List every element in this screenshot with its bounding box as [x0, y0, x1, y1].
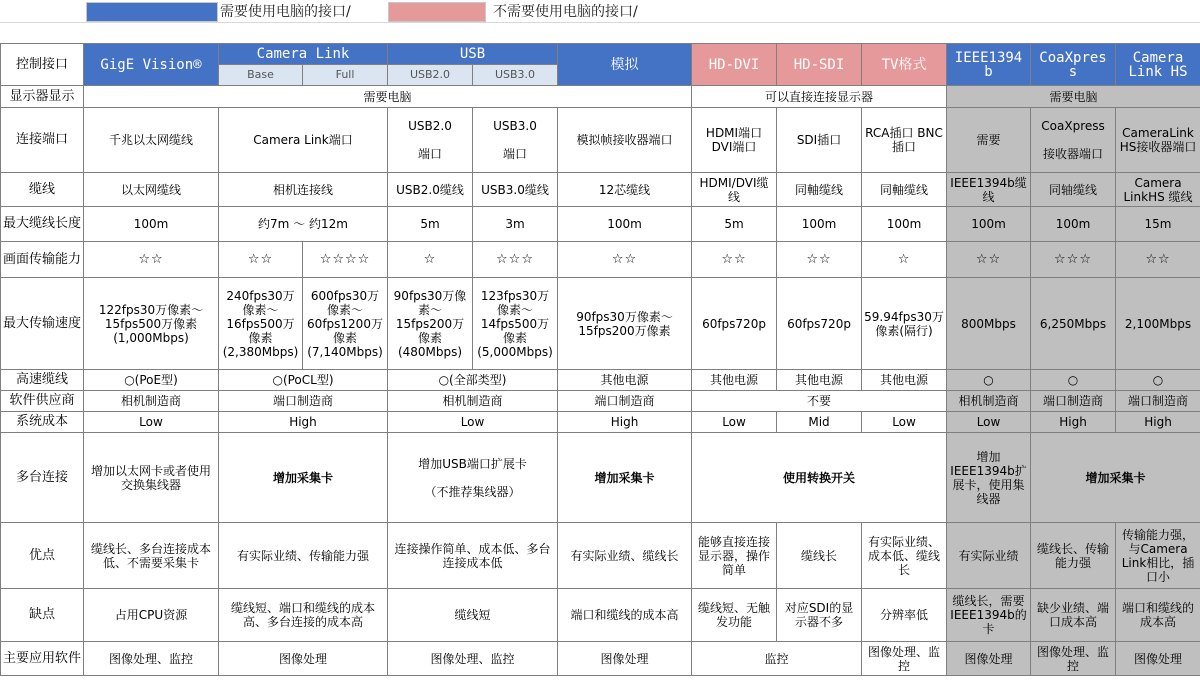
cell-pros-usb: 连接操作简单、成本低、多台连接成本低: [388, 523, 558, 589]
col-header-tv: TV格式: [862, 44, 947, 86]
cell-power-ieee: ○: [947, 370, 1031, 391]
cell-cost-clhs: High: [1116, 412, 1200, 433]
cell-port-clhs: CameraLink HS接收器端口: [1116, 108, 1200, 173]
row-label-cost: 系统成本: [1, 412, 84, 433]
cell-length-cl: 约7m ～ 约12m: [219, 207, 388, 242]
cell-cable-usb3: USB3.0缆线: [473, 173, 558, 207]
row-length: [1, 207, 1200, 242]
cell-cable-hddvi: HDMI/DVI缆线: [692, 173, 777, 207]
cell-ability-cl-base: ☆☆: [219, 242, 303, 278]
cell-length-coax: 100m: [1031, 207, 1116, 242]
row-label-apps: 主要应用软件: [1, 642, 84, 676]
cell-port-cl: Camera Link端口: [219, 108, 388, 173]
cell-power-usb: ○(全部类型): [388, 370, 558, 391]
row-power: [1, 370, 1200, 391]
cell-cons-gige: 占用CPU资源: [84, 589, 219, 642]
cell-pros-analog: 有实际业绩、缆线长: [558, 523, 692, 589]
cell-apps-cl: 图像处理: [219, 642, 388, 676]
cell-length-usb3: 3m: [473, 207, 558, 242]
cell-length-ieee: 100m: [947, 207, 1031, 242]
cell-cons-hdsdi: 对应SDI的显示器不多: [777, 589, 862, 642]
cell-cost-hddvi: Low: [692, 412, 777, 433]
cell-multi-cl: 增加采集卡: [219, 433, 388, 523]
cell-multi-usb: 增加USB端口扩展卡 （不推荐集线器）: [388, 433, 558, 523]
cell-display-right: 需要电脑: [947, 86, 1200, 108]
cell-power-hddvi: 其他电源: [692, 370, 777, 391]
cell-cost-cl: High: [219, 412, 388, 433]
cell-cons-ieee: 缆线长，需要IEEE1394b的卡: [947, 589, 1031, 642]
cell-software-ieee: 相机制造商: [947, 391, 1031, 412]
cell-pros-hddvi: 能够直接连接显示器，操作简单: [692, 523, 777, 589]
cell-multi-right: 增加采集卡: [1031, 433, 1200, 523]
cell-apps-clhs: 图像处理: [1116, 642, 1200, 676]
cell-apps-tv: 图像处理、监控: [862, 642, 947, 676]
col-header-cameralink-hs: Camera Link HS: [1116, 44, 1200, 86]
cell-software-analog: 端口制造商: [558, 391, 692, 412]
row-label-cable: 缆线: [1, 173, 84, 207]
cell-port-hdsdi: SDI插口: [777, 108, 862, 173]
cell-display-left: 需要电脑: [84, 86, 692, 108]
row-speed: [1, 278, 1200, 370]
cell-power-clhs: ○: [1116, 370, 1200, 391]
cell-speed-usb3: 123fps30万像素～14fps500万像素(5,000Mbps): [473, 278, 558, 370]
legend-label-no-pc: 不需要使用电脑的接口/: [493, 4, 638, 20]
cell-power-coax: ○: [1031, 370, 1116, 391]
cell-cable-coax: 同轴缆线: [1031, 173, 1116, 207]
interface-comparison-table: [0, 43, 1200, 676]
cell-cons-cl: 缆线短、端口和缆线的成本高、多台连接的成本高: [219, 589, 388, 642]
cell-speed-tv: 59.94fps30万像素(隔行): [862, 278, 947, 370]
cell-pros-ieee: 有实际业绩: [947, 523, 1031, 589]
cell-software-clhs: 端口制造商: [1116, 391, 1200, 412]
row-software: [1, 391, 1200, 412]
cell-pros-coax: 缆线长、传输能力强: [1031, 523, 1116, 589]
row-apps: [1, 642, 1200, 676]
row-cost: [1, 412, 1200, 433]
cell-cons-hddvi: 缆线短、无触发功能: [692, 589, 777, 642]
cell-speed-analog: 90fps30万像素～15fps200万像素: [558, 278, 692, 370]
cell-speed-hdsdi: 60fps720p: [777, 278, 862, 370]
row-label-speed: 最大传输速度: [1, 278, 84, 370]
cell-length-hddvi: 5m: [692, 207, 777, 242]
row-label-cons: 缺点: [1, 589, 84, 642]
cell-length-analog: 100m: [558, 207, 692, 242]
cell-cost-usb: Low: [388, 412, 558, 433]
cell-multi-mid: 使用转换开关: [692, 433, 947, 523]
cell-software-usb: 相机制造商: [388, 391, 558, 412]
row-cable: [1, 173, 1200, 207]
cell-ability-analog: ☆☆: [558, 242, 692, 278]
row-port: [1, 108, 1200, 173]
cell-power-cl: ○(PoCL型): [219, 370, 388, 391]
cell-multi-analog: 增加采集卡: [558, 433, 692, 523]
cell-ability-tv: ☆: [862, 242, 947, 278]
row-multi: [1, 433, 1200, 523]
col-header-hdsdi: HD-SDI: [777, 44, 862, 86]
cell-port-usb2: USB2.0 端口: [388, 108, 473, 173]
cell-port-coax: CoaXpress 接收器端口: [1031, 108, 1116, 173]
cell-speed-hddvi: 60fps720p: [692, 278, 777, 370]
row-label-length: 最大缆线长度: [1, 207, 84, 242]
cell-ability-usb2: ☆: [388, 242, 473, 278]
cell-pros-clhs: 传输能力强，与Camera Link相比，插口小: [1116, 523, 1200, 589]
cell-software-mid: 不要: [692, 391, 947, 412]
cell-display-mid: 可以直接连接显示器: [692, 86, 947, 108]
cell-power-tv: 其他电源: [862, 370, 947, 391]
cell-cost-tv: Low: [862, 412, 947, 433]
row-label-control-interface: 控制接口: [1, 44, 84, 86]
cell-length-tv: 100m: [862, 207, 947, 242]
cell-speed-clhs: 2,100Mbps: [1116, 278, 1200, 370]
col-subheader-cl-base: Base: [219, 65, 303, 86]
row-label-port: 连接端口: [1, 108, 84, 173]
cell-power-analog: 其他电源: [558, 370, 692, 391]
row-display: [1, 86, 1200, 108]
col-header-gige: GigE Vision®: [84, 44, 219, 86]
col-subheader-usb3: USB3.0: [473, 65, 558, 86]
cell-speed-coax: 6,250Mbps: [1031, 278, 1116, 370]
col-header-ieee1394b: IEEE1394 b: [947, 44, 1031, 86]
cell-multi-ieee: 增加IEEE1394b扩展卡，使用集线器: [947, 433, 1031, 523]
row-label-display: 显示器显示: [1, 86, 84, 108]
row-pros: [1, 523, 1200, 589]
cell-cable-analog: 12芯缆线: [558, 173, 692, 207]
grid-divider: [0, 22, 1200, 23]
row-label-power: 高速缆线: [1, 370, 84, 391]
cell-multi-gige: 增加以太网卡或者使用交换集线器: [84, 433, 219, 523]
cell-cable-gige: 以太网缆线: [84, 173, 219, 207]
row-ability: [1, 242, 1200, 278]
legend-swatch-no-pc: [388, 2, 486, 22]
cell-pros-gige: 缆线长、多台连接成本低、不需要采集卡: [84, 523, 219, 589]
cell-length-clhs: 15m: [1116, 207, 1200, 242]
cell-port-analog: 模拟帧接收器端口: [558, 108, 692, 173]
cell-ability-ieee: ☆☆: [947, 242, 1031, 278]
cell-pros-hdsdi: 缆线长: [777, 523, 862, 589]
cell-cable-cl: 相机连接线: [219, 173, 388, 207]
cell-cons-tv: 分辨率低: [862, 589, 947, 642]
col-subheader-cl-full: Full: [303, 65, 388, 86]
col-header-hddvi: HD-DVI: [692, 44, 777, 86]
row-label-software: 软件供应商: [1, 391, 84, 412]
cell-cons-clhs: 端口和缆线的成本高: [1116, 589, 1200, 642]
cell-port-ieee: 需要: [947, 108, 1031, 173]
cell-speed-cl-base: 240fps30万像素～16fps500万像素(2,380Mbps): [219, 278, 303, 370]
legend-label-need-pc: 需要使用电脑的接口/: [220, 4, 351, 20]
cell-apps-gige: 图像处理、监控: [84, 642, 219, 676]
cell-cost-gige: Low: [84, 412, 219, 433]
cell-ability-hddvi: ☆☆: [692, 242, 777, 278]
legend-swatch-need-pc: [86, 2, 218, 22]
cell-speed-ieee: 800Mbps: [947, 278, 1031, 370]
cell-cable-hdsdi: 同軸缆线: [777, 173, 862, 207]
cell-speed-usb2: 90fps30万像素～15fps200万像素(480Mbps): [388, 278, 473, 370]
cell-cost-hdsdi: Mid: [777, 412, 862, 433]
cell-port-usb3: USB3.0 端口: [473, 108, 558, 173]
cell-cable-ieee: IEEE1394b缆线: [947, 173, 1031, 207]
header-row-top: [1, 44, 1200, 65]
cell-pros-cl: 有实际业绩、传输能力强: [219, 523, 388, 589]
cell-cons-analog: 端口和缆线的成本高: [558, 589, 692, 642]
cell-port-gige: 千兆以太网缆线: [84, 108, 219, 173]
cell-port-hddvi: HDMI端口 DVI端口: [692, 108, 777, 173]
cell-length-gige: 100m: [84, 207, 219, 242]
cell-speed-cl-full: 600fps30万像素～60fps1200万像素(7,140Mbps): [303, 278, 388, 370]
cell-apps-coax: 图像处理、监控: [1031, 642, 1116, 676]
cell-ability-gige: ☆☆: [84, 242, 219, 278]
cell-cable-clhs: Camera LinkHS 缆线: [1116, 173, 1200, 207]
row-cons: [1, 589, 1200, 642]
col-header-analog: 模拟: [558, 44, 692, 86]
cell-cost-coax: High: [1031, 412, 1116, 433]
col-subheader-usb2: USB2.0: [388, 65, 473, 86]
cell-power-gige: ○(PoE型): [84, 370, 219, 391]
cell-apps-mid: 监控: [692, 642, 862, 676]
cell-cable-tv: 同軸缆线: [862, 173, 947, 207]
cell-length-usb2: 5m: [388, 207, 473, 242]
cell-cost-ieee: Low: [947, 412, 1031, 433]
cell-ability-cl-full: ☆☆☆☆: [303, 242, 388, 278]
cell-port-tv: RCA插口 BNC插口: [862, 108, 947, 173]
cell-pros-tv: 有实际业绩、成本低、缆线长: [862, 523, 947, 589]
cell-apps-usb: 图像处理、监控: [388, 642, 558, 676]
cell-ability-hdsdi: ☆☆: [777, 242, 862, 278]
cell-length-hdsdi: 100m: [777, 207, 862, 242]
cell-cons-usb: 缆线短: [388, 589, 558, 642]
legend-bar: [0, 0, 1200, 28]
cell-cable-usb2: USB2.0缆线: [388, 173, 473, 207]
cell-cons-coax: 缺少业绩、端口成本高: [1031, 589, 1116, 642]
cell-apps-ieee: 图像处理: [947, 642, 1031, 676]
cell-speed-gige: 122fps30万像素～15fps500万像素(1,000Mbps): [84, 278, 219, 370]
cell-software-gige: 相机制造商: [84, 391, 219, 412]
cell-software-coax: 端口制造商: [1031, 391, 1116, 412]
cell-apps-analog: 图像处理: [558, 642, 692, 676]
cell-cost-analog: High: [558, 412, 692, 433]
col-header-cameralink: Camera Link: [219, 44, 388, 65]
col-header-coaxpress: CoaXpres s: [1031, 44, 1116, 86]
cell-power-hdsdi: 其他电源: [777, 370, 862, 391]
row-label-multi: 多台连接: [1, 433, 84, 523]
row-label-pros: 优点: [1, 523, 84, 589]
col-header-usb: USB: [388, 44, 558, 65]
cell-ability-coax: ☆☆☆: [1031, 242, 1116, 278]
cell-ability-clhs: ☆☆: [1116, 242, 1200, 278]
row-label-ability: 画面传输能力: [1, 242, 84, 278]
cell-software-cl: 端口制造商: [219, 391, 388, 412]
cell-ability-usb3: ☆☆☆: [473, 242, 558, 278]
